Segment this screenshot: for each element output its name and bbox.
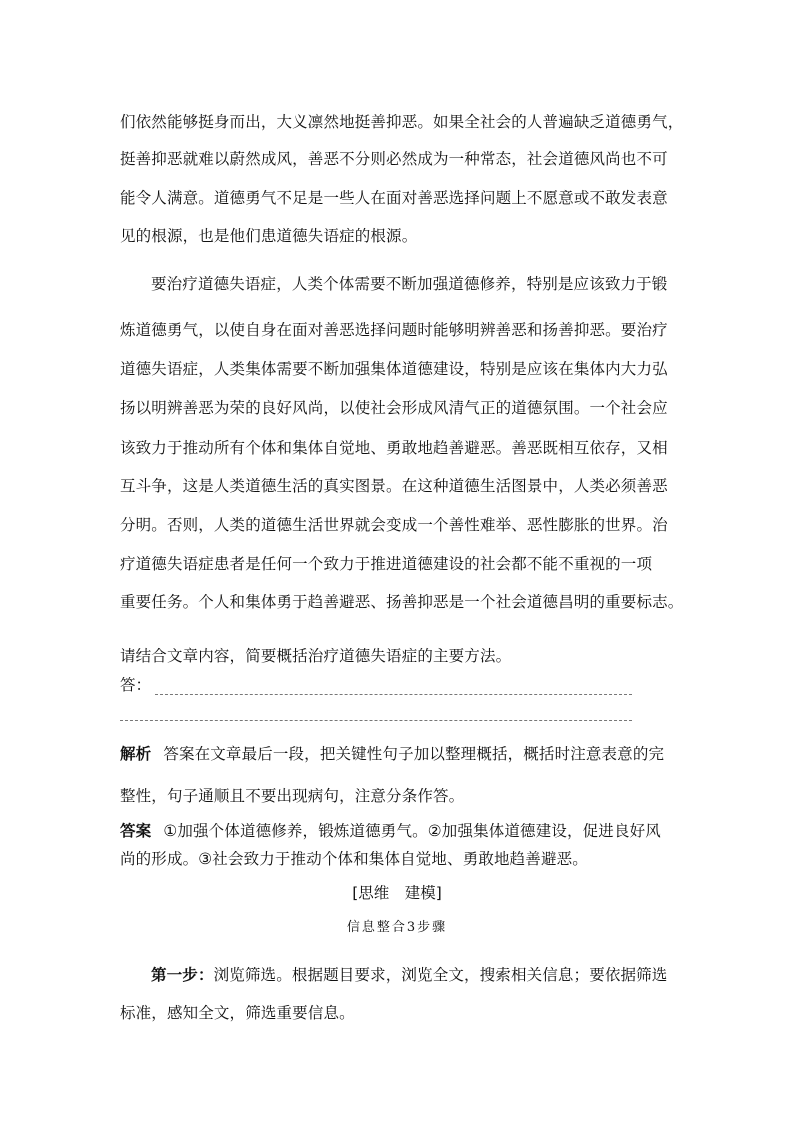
step-1-label: 第一步：	[151, 966, 214, 984]
analysis-text: 答案在文章最后一段，把关键性句子加以整理概括，概括时注意表意的完	[163, 745, 665, 763]
question-text: 请结合文章内容，简要概括治疗道德失语症的主要方法。	[120, 647, 512, 665]
passage-line: 该致力于推动所有个体和集体自觉地、勇敢地趋善避恶。善恶既相互依存，又相	[120, 439, 668, 457]
passage-line: 道德失语症，人类集体需要不断加强集体道德建设，特别是应该在集体内大力弘	[120, 360, 668, 378]
passage-line: 见的根源，也是他们患道德失语症的根源。	[120, 227, 418, 245]
passage-line: 挺善抑恶就难以蔚然成风，善恶不分则必然成为一种常态，社会道德风尚也不可	[120, 150, 668, 168]
passage-line: 们依然能够挺身而出，大义凛然地挺善抑恶。如果全社会的人普遍缺乏道德勇气，	[120, 113, 684, 131]
analysis-text: 整性，句子通顺且不要出现病句，注意分条作答。	[120, 787, 465, 805]
passage-line: 炼道德勇气，以使自身在面对善恶选择问题时能够明辨善恶和扬善抑恶。要治疗	[120, 321, 668, 339]
step-1-text: 浏览筛选。根据题目要求，浏览全文，搜索相关信息；要依据筛选	[213, 966, 668, 984]
passage-line: 疗道德失语症患者是任何一个致力于推进道德建设的社会都不能不重视的一项	[120, 555, 653, 573]
passage-line: 分明。否则，人类的道德生活世界就会变成一个善性难举、恶性膨胀的世界。治	[120, 516, 668, 534]
answer-blank-line-2[interactable]	[120, 720, 632, 721]
answer-text: 尚的形成。③社会致力于推动个体和集体自觉地、勇敢地趋善避恶。	[120, 850, 588, 868]
answer-prompt-label: 答：	[120, 676, 152, 694]
answer-blank-line[interactable]	[155, 682, 632, 695]
answer-text: ①加强个体道德修养，锻炼道德勇气。②加强集体道德建设，促进良好风	[163, 822, 661, 840]
passage-line: 互斗争，这是人类道德生活的真实图景。在这种道德生活图景中，人类必须善恶	[120, 477, 668, 495]
answer-label: 答案	[120, 822, 152, 840]
answer-blank-row[interactable]	[120, 675, 632, 695]
section-subtitle: 信息整合3步骤	[346, 920, 448, 935]
analysis-label: 解析	[120, 745, 152, 763]
analysis-line-1	[120, 744, 676, 764]
passage-line: 要治疗道德失语症，人类个体需要不断加强道德修养，特别是应该致力于锻	[151, 275, 668, 293]
passage-line: 重要任务。个人和集体勇于趋善避恶、扬善抑恶是一个社会道德昌明的重要标志。	[120, 593, 684, 611]
step-1-text: 标准，感知全文，筛选重要信息。	[120, 1004, 355, 1022]
step-1-line-1	[151, 965, 676, 985]
answer-line-1	[120, 821, 676, 841]
passage-line: 扬以明辨善恶为荣的良好风尚，以使社会形成风清气正的道德氛围。一个社会应	[120, 399, 668, 417]
passage-line: 能令人满意。道德勇气不足是一些人在面对善恶选择问题上不愿意或不敢发表意	[120, 189, 668, 207]
section-title: [思维 建模]	[352, 884, 442, 902]
